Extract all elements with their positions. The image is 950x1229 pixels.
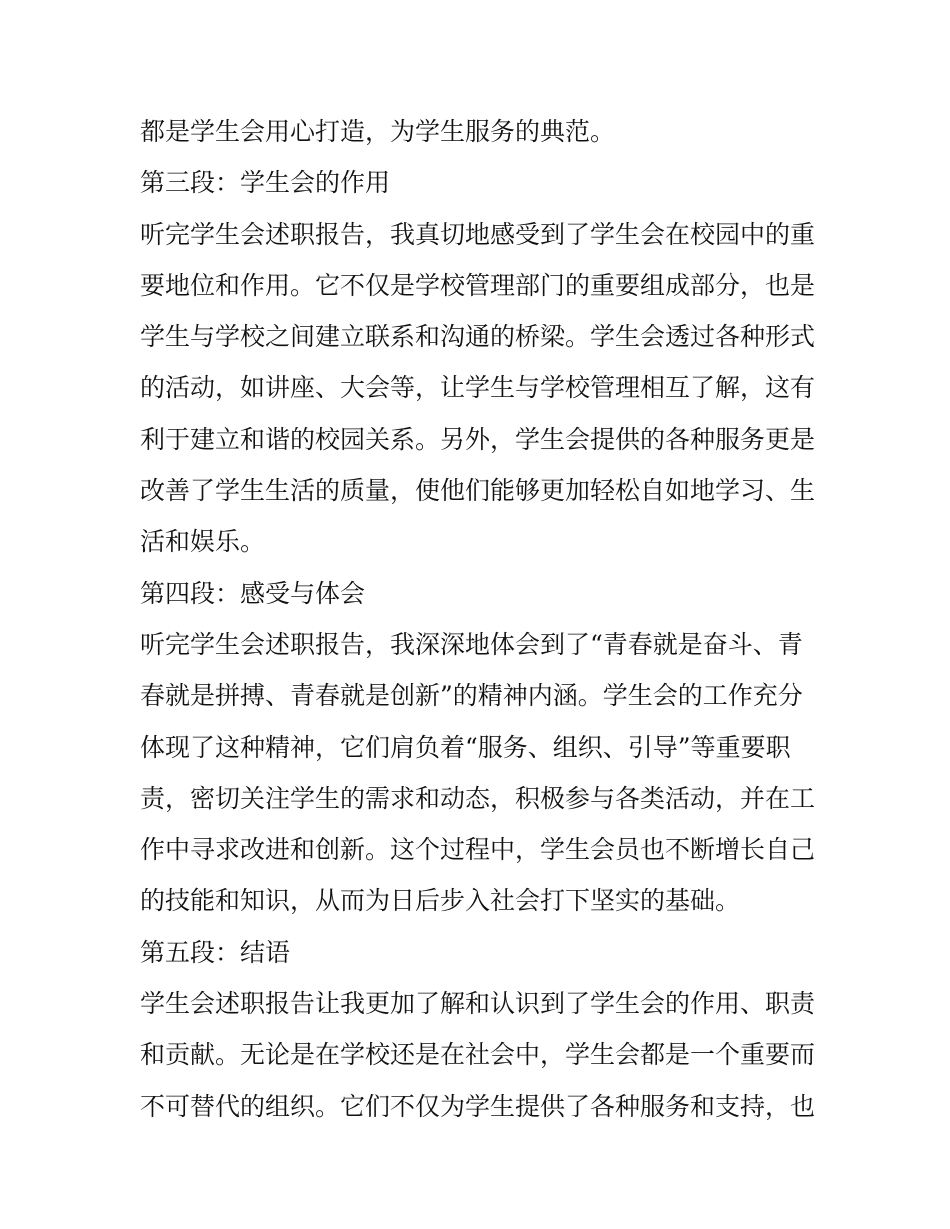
section-heading-3: 第三段：学生会的作用	[140, 168, 391, 198]
paragraph-line: 作中寻求改进和创新。这个过程中，学生会员也不断增长自己	[140, 835, 816, 865]
paragraph-line: 学生与学校之间建立联系和沟通的桥梁。学生会透过各种形式	[140, 322, 816, 352]
paragraph-line: 利于建立和谐的校园关系。另外，学生会提供的各种服务更是	[140, 424, 816, 454]
paragraph-line: 的活动，如讲座、大会等，让学生与学校管理相互了解，这有	[140, 373, 816, 403]
paragraph-line: 的技能和知识，从而为日后步入社会打下坚实的基础。	[140, 886, 741, 916]
paragraph-line: 不可替代的组织。它们不仅为学生提供了各种服务和支持，也	[140, 1091, 816, 1121]
paragraph-line: 责，密切关注学生的需求和动态，积极参与各类活动，并在工	[140, 783, 816, 813]
paragraph-line: 学生会述职报告让我更加了解和认识到了学生会的作用、职责	[140, 989, 816, 1019]
paragraph-line: 体现了这种精神，它们肩负着“服务、组织、引导”等重要职	[140, 732, 791, 762]
section-heading-4: 第四段：感受与体会	[140, 578, 366, 608]
paragraph-line: 听完学生会述职报告，我真切地感受到了学生会在校园中的重	[140, 219, 816, 249]
paragraph-line: 要地位和作用。它不仅是学校管理部门的重要组成部分，也是	[140, 270, 816, 300]
paragraph-line: 听完学生会述职报告，我深深地体会到了“青春就是奋斗、青	[140, 629, 803, 659]
paragraph-line: 春就是拼搏、青春就是创新”的精神内涵。学生会的工作充分	[140, 681, 803, 711]
paragraph-line: 改善了学生生活的质量，使他们能够更加轻松自如地学习、生	[140, 476, 816, 506]
paragraph-line: 都是学生会用心打造，为学生服务的典范。	[140, 117, 616, 146]
section-heading-5: 第五段：结语	[140, 937, 291, 967]
paragraph-line: 活和娱乐。	[140, 527, 266, 557]
paragraph-line: 和贡献。无论是在学校还是在社会中，学生会都是一个重要而	[140, 1040, 816, 1070]
document-body	[140, 106, 820, 1132]
